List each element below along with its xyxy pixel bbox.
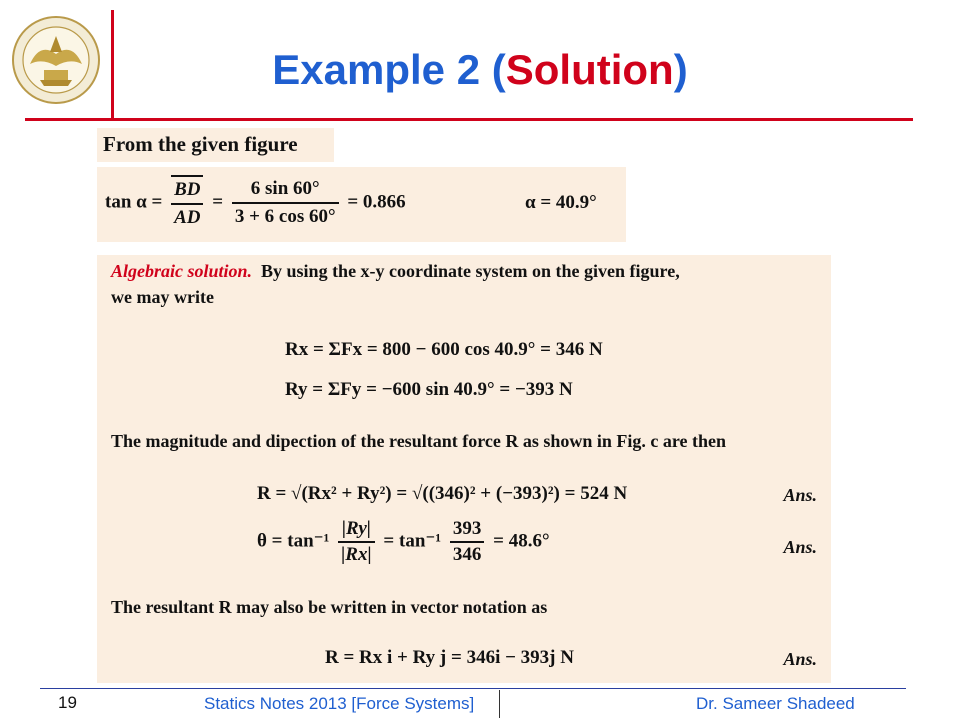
vector-equation: R = Rx i + Ry j = 346i − 393j N <box>325 647 574 668</box>
tan-equation-box <box>97 167 626 242</box>
algebraic-solution-box <box>97 255 831 683</box>
footer-author: Dr. Sameer Shadeed <box>696 694 855 713</box>
footer-course: Statics Notes 2013 [Force Systems] <box>204 694 475 713</box>
tan-result: = 0.866 <box>347 191 406 213</box>
magnitude-text: The magnitude and dipection of the resultant force R as shown in Fig. c are then <box>111 431 727 451</box>
from-figure-text: From the given figure <box>103 132 298 156</box>
ad-denominator: AD <box>174 207 201 228</box>
theta-fraction <box>338 517 375 567</box>
sin-cos-fraction <box>232 176 339 230</box>
title-end: ) <box>673 46 688 93</box>
algebraic-intro-text: By using the x-y coordinate system on the given figure, <box>261 261 680 281</box>
vector-text: The resultant R may also be written in vector notation as <box>111 597 548 617</box>
tan-equation: tan α = $\frac{BD}{AD}$ = $\frac{6 \sin 60^\circ}{3 + 6 \cos 60^\circ}$ = 0.866 <box>105 175 406 231</box>
slide-title <box>0 46 960 94</box>
page-number: 19 <box>58 693 77 712</box>
theta-lhs: θ = tan⁻¹ <box>257 530 330 552</box>
from-figure-box <box>97 128 334 162</box>
theta-equation <box>257 517 550 567</box>
bd-numerator: BD <box>171 175 203 205</box>
sin-numerator: 6 sin 60° <box>232 176 339 204</box>
header-horizontal-rule <box>25 118 913 121</box>
ans-theta: Ans. <box>783 537 817 557</box>
theta-mid: = tan⁻¹ <box>383 530 442 552</box>
theta-result: = 48.6° <box>493 530 550 552</box>
theta-denominator2: 346 <box>452 544 482 565</box>
footer-rule <box>40 688 906 689</box>
cos-denominator: 3 + 6 cos 60° <box>234 206 336 227</box>
theta-numerator: |Ry| <box>338 517 375 543</box>
theta-denominator: |Rx| <box>341 544 372 565</box>
ry-equation: Ry = ΣFy = −600 sin 40.9° = −393 N <box>285 379 573 400</box>
algebraic-heading: Algebraic solution. <box>111 261 253 281</box>
ans-vector: Ans. <box>783 649 817 669</box>
theta-value-fraction <box>450 517 485 567</box>
bd-ad-fraction <box>171 175 203 231</box>
title-main: Example 2 ( <box>272 46 506 93</box>
theta-numerator2: 393 <box>450 517 485 543</box>
algebraic-intro-line2: we may write <box>111 287 214 307</box>
tan-lhs: tan α = <box>105 191 163 213</box>
alpha-value: α = 40.9° <box>525 192 597 213</box>
footer-separator <box>499 690 500 718</box>
ans-r: Ans. <box>783 485 817 505</box>
title-solution: Solution <box>505 46 674 93</box>
r-equation: R = √(Rx² + Ry²) = √((346)² + (−393)²) = 524 N <box>257 483 628 504</box>
rx-equation: Rx = ΣFx = 800 − 600 cos 40.9° = 346 N <box>285 339 603 360</box>
algebraic-intro <box>111 261 680 282</box>
